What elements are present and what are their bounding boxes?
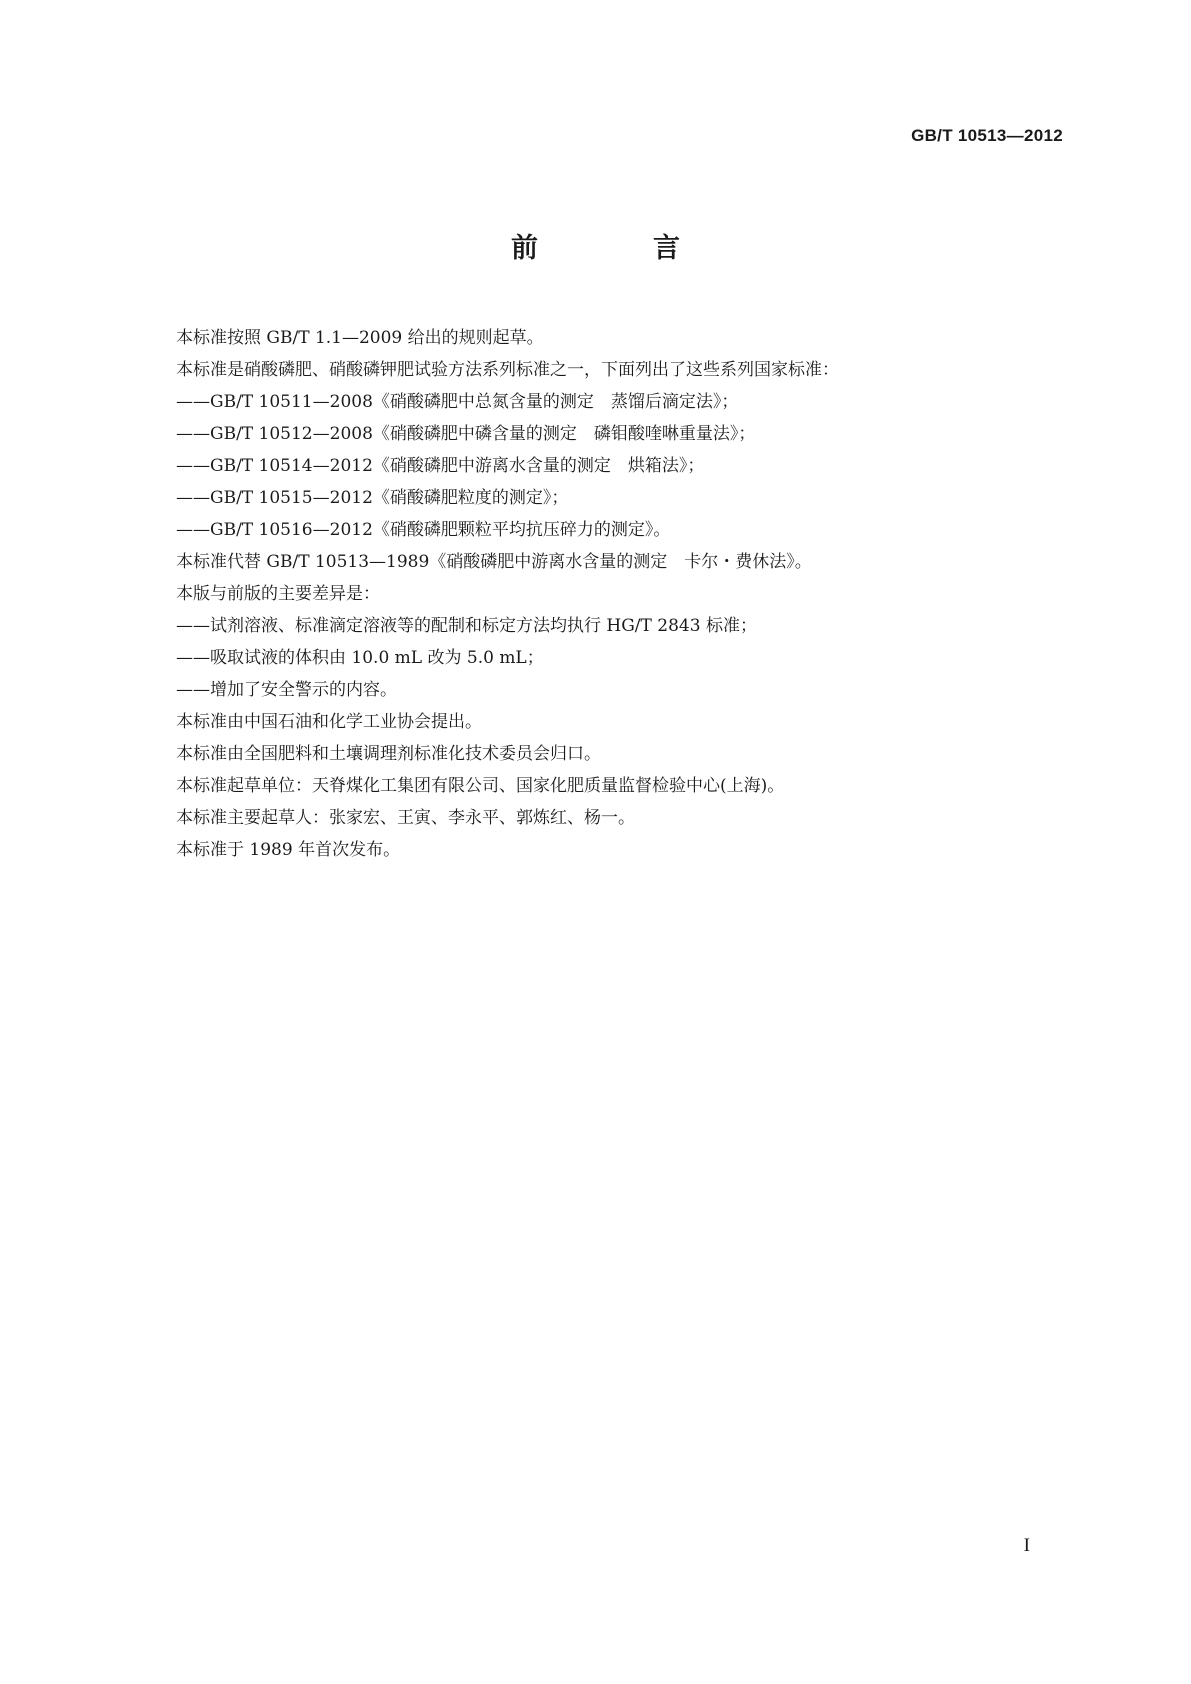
- paragraph-proposed-by: 本标准由中国石油和化学工业协会提出。: [176, 712, 482, 732]
- list-item-difference: ——试剂溶液、标准滴定溶液等的配制和标定方法均执行 HG/T 2843 标准；: [176, 616, 757, 636]
- paragraph-first-release: 本标准于 1989 年首次发布。: [176, 840, 401, 860]
- paragraph-drafting-rules: 本标准按照 GB/T 1.1—2009 给出的规则起草。: [176, 328, 544, 348]
- list-item-difference: ——增加了安全警示的内容。: [176, 680, 397, 700]
- list-item-standard: ——GB/T 10515—2012《硝酸磷肥粒度的测定》；: [176, 488, 569, 508]
- paragraph-replaces: 本标准代替 GB/T 10513—1989《硝酸磷肥中游离水含量的测定 卡尔・费休法》。: [176, 552, 812, 572]
- page-number: I: [1023, 1535, 1030, 1556]
- list-item-standard: ——GB/T 10511—2008《硝酸磷肥中总氮含量的测定 蒸馏后滴定法》；: [176, 392, 739, 412]
- paragraph-drafters: 本标准主要起草人：张家宏、王寅、李永平、郭炼红、杨一。: [176, 808, 635, 828]
- list-item-standard: ——GB/T 10514—2012《硝酸磷肥中游离水含量的测定 烘箱法》；: [176, 456, 705, 476]
- paragraph-differences-intro: 本版与前版的主要差异是：: [176, 584, 380, 604]
- standard-code: GB/T 10513—2012: [911, 126, 1063, 145]
- list-item-standard: ——GB/T 10516—2012《硝酸磷肥颗粒平均抗压碎力的测定》。: [176, 520, 671, 540]
- paragraph-series-intro: 本标准是硝酸磷肥、硝酸磷钾肥试验方法系列标准之一，下面列出了这些系列国家标准：: [176, 360, 839, 380]
- list-item-standard: ——GB/T 10512—2008《硝酸磷肥中磷含量的测定 磷钼酸喹啉重量法》；: [176, 424, 756, 444]
- paragraph-responsible-committee: 本标准由全国肥料和土壤调理剂标准化技术委员会归口。: [176, 744, 601, 764]
- page-title: 前 言: [511, 233, 724, 264]
- list-item-difference: ——吸取试液的体积由 10.0 mL 改为 5.0 mL；: [176, 648, 544, 668]
- paragraph-drafting-units: 本标准起草单位：天脊煤化工集团有限公司、国家化肥质量监督检验中心(上海)。: [176, 776, 785, 796]
- foreword-body: [176, 322, 1056, 866]
